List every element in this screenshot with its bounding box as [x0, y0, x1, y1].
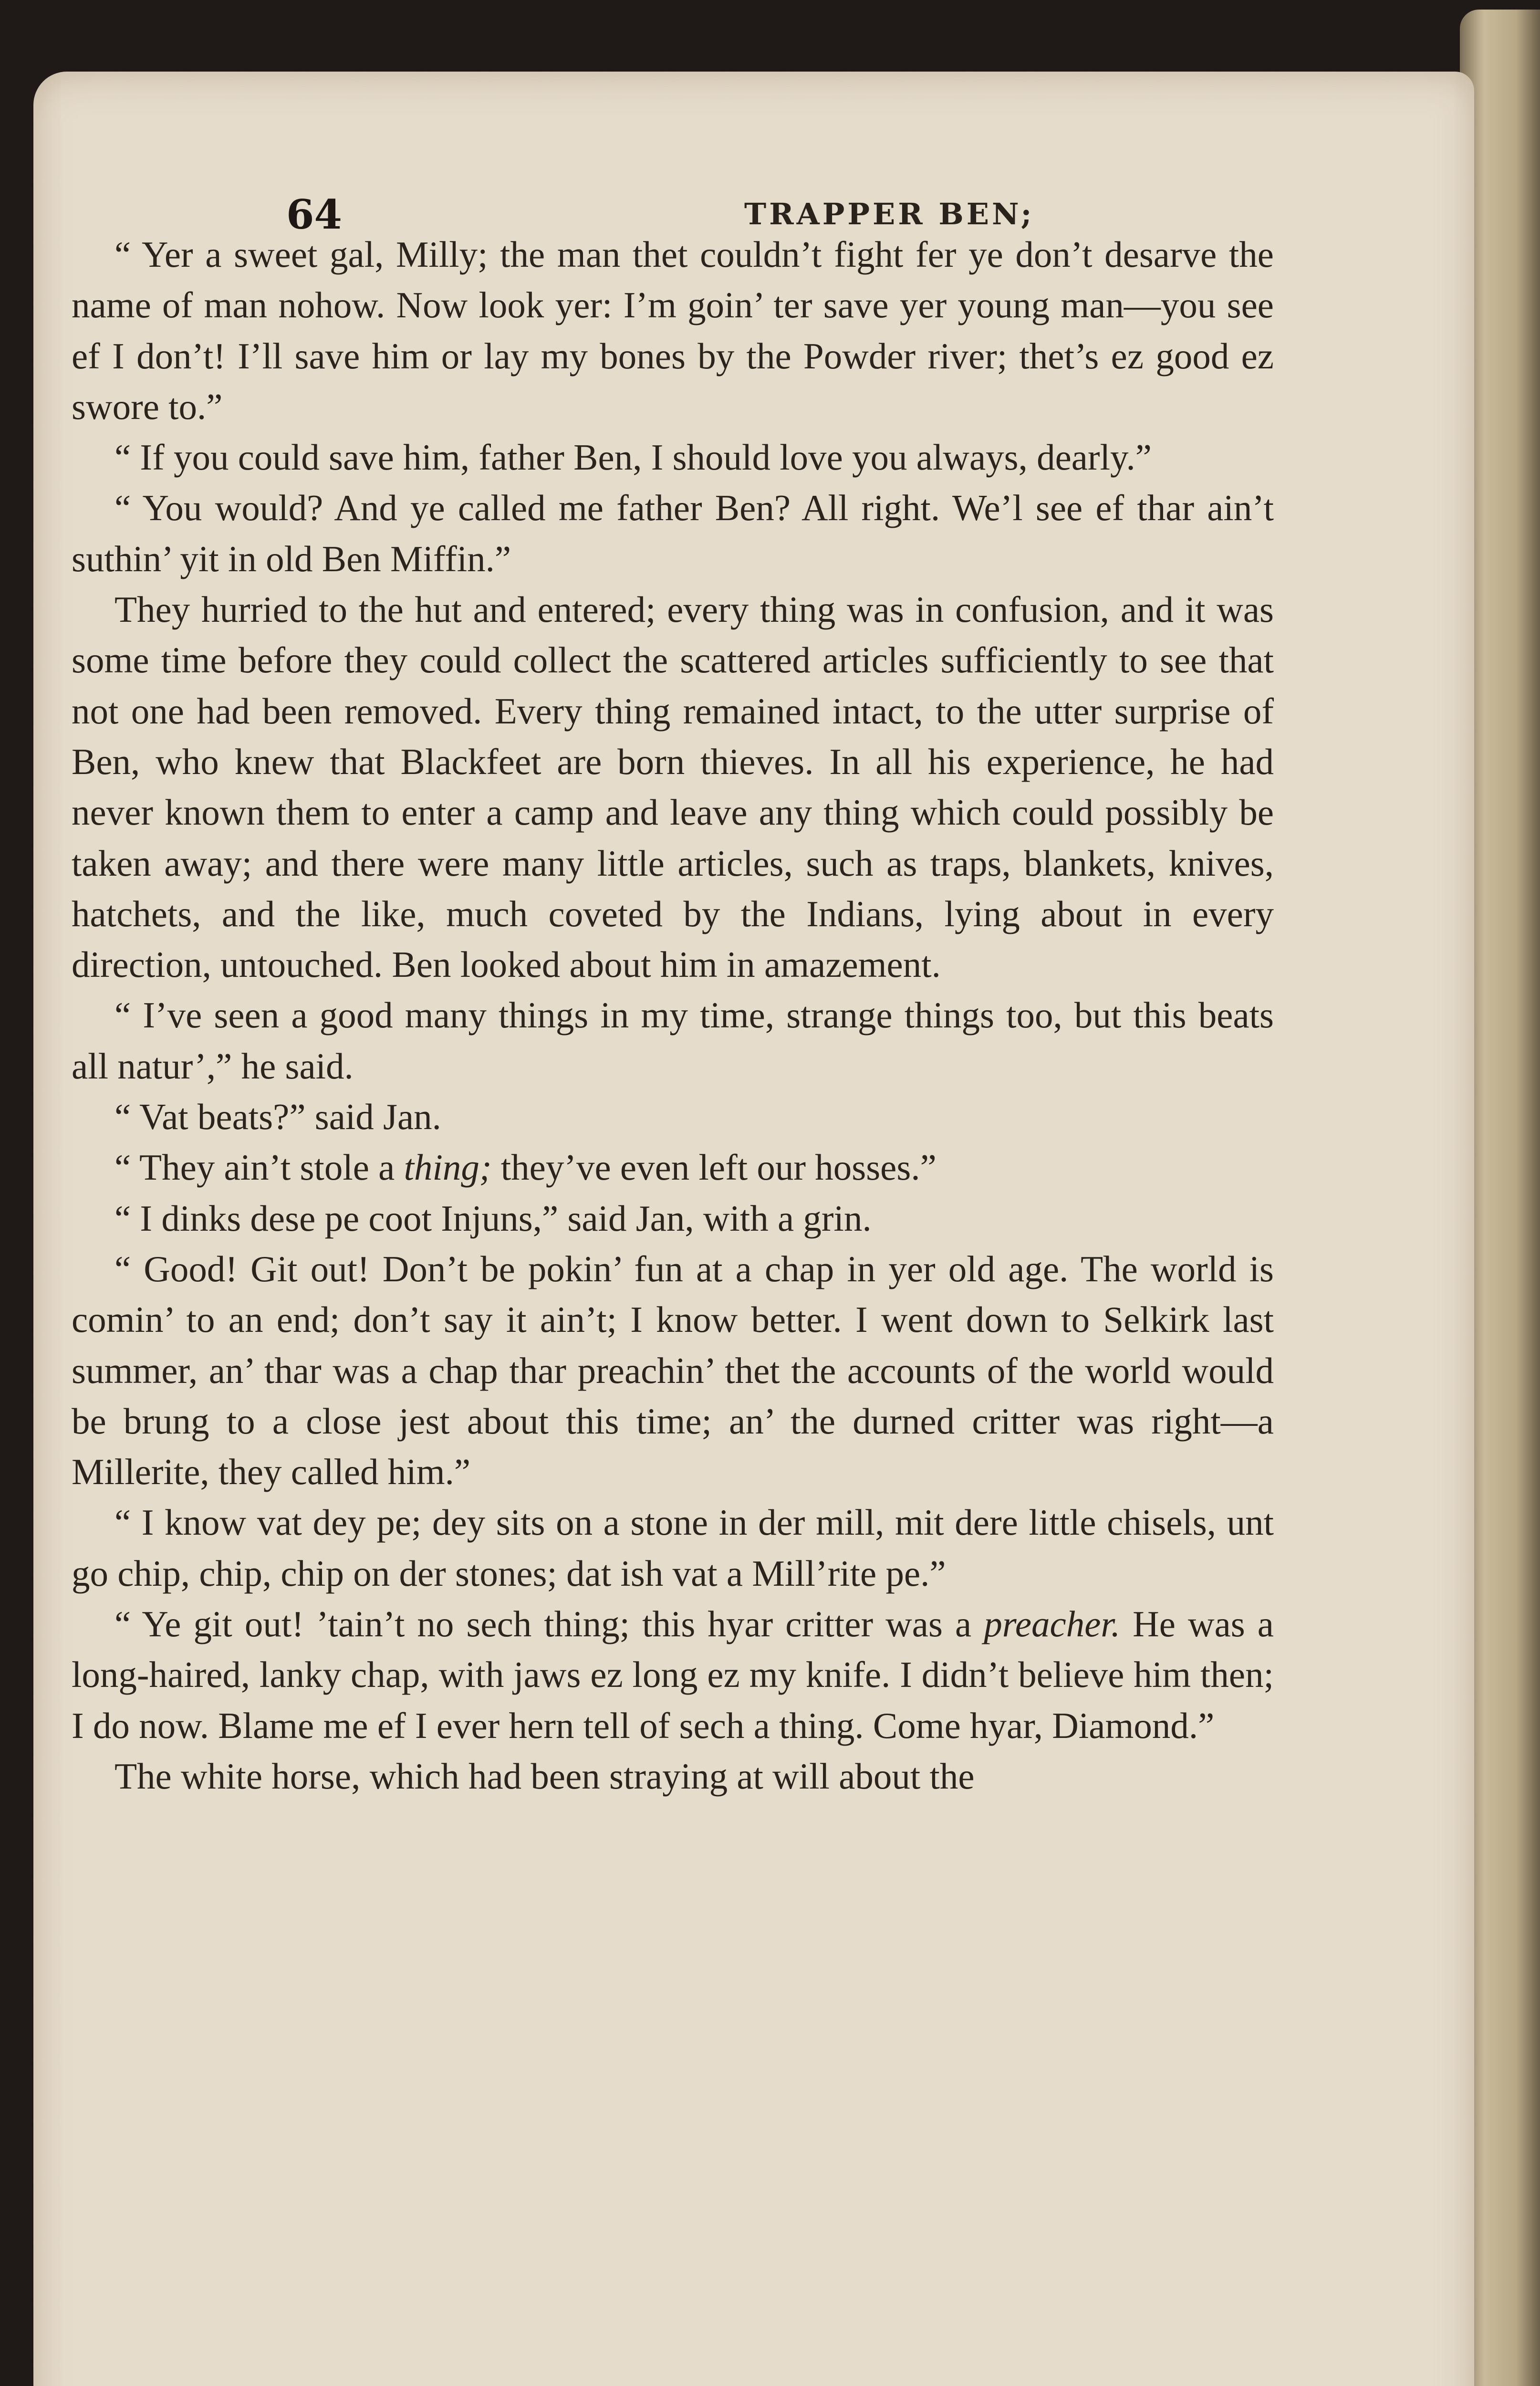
emphasis-text: preacher. [984, 1603, 1121, 1645]
paragraph-text: “ They ain’t stole a [114, 1147, 404, 1188]
body-text [72, 229, 1274, 1801]
paragraph [72, 1193, 1274, 1244]
paragraph [72, 990, 1274, 1091]
paragraph-text: The white horse, which had been straying at will about the [114, 1755, 975, 1797]
paragraph-text: “ Yer a sweet gal, Milly; the man thet couldn’t fight fer ye don’t desarve the name of man nohow. Now look yer: I’m goin’ ter save yer young man—you see ef I don’t! I’ll save him or lay my bones by the Powder river; thet’s ez good ez swore to.” [72, 234, 1274, 427]
book-page [33, 72, 1474, 2386]
paragraph [72, 229, 1274, 432]
paragraph [72, 482, 1274, 584]
paragraph-text: “ I dinks dese pe coot Injuns,” said Jan, with a grin. [114, 1197, 872, 1239]
paragraph [72, 1142, 1274, 1193]
paragraph [72, 1751, 1274, 1801]
paragraph-text: “ Vat beats?” said Jan. [114, 1096, 441, 1138]
paragraph-text: “ Good! Git out! Don’t be pokin’ fun at a chap in yer old age. The world is comin’ to an end; don’t say it ain’t; I know better. I went down to Selkirk last summer, an’ thar was a chap thar preachin’ thet the accounts of the world would be brung to a close jest about this time; an’ the durned critter was right—a Millerite, they called him.” [72, 1248, 1274, 1493]
paragraph-text: “ Ye git out! ’tain’t no sech thing; this hyar critter was a [114, 1603, 984, 1645]
paragraph [72, 1091, 1274, 1142]
paragraph [72, 1599, 1274, 1751]
paragraph-text: He was a long-haired, lanky chap, with jaws ez long ez my knife. I didn’t believe him then; I do now. Blame me ef I ever hern tell of sech a thing. Come hyar, Diamond.” [72, 1603, 1274, 1746]
paragraph-text: They hurried to the hut and entered; every thing was in confusion, and it was some time before they could collect the scattered articles sufficiently to see that not one had been removed. Every thing remained intact, to the utter surprise of Ben, who knew that Blackfeet are born thieves. In all his experience, he had never known them to enter a camp and leave any thing which could possibly be taken away; and there were many little articles, such as traps, blankets, knives, hatchets, and the like, much coveted by the Indians, lying about in every direction, untouched. Ben looked about him in amazement. [72, 589, 1274, 985]
paragraph-text: “ If you could save him, father Ben, I should love you always, dearly.” [114, 437, 1152, 478]
paragraph-text: “ I’ve seen a good many things in my time, strange things too, but this beats all natur’,” he said. [72, 994, 1274, 1087]
paragraph-text: they’ve even left our hosses.” [491, 1147, 936, 1188]
paragraph-text: “ You would? And ye called me father Ben? All right. We’l see ef thar ain’t suthin’ yit in old Ben Miffin.” [72, 487, 1274, 579]
paragraph [72, 1244, 1274, 1497]
paragraph [72, 432, 1274, 482]
page-number: 64 [286, 191, 342, 238]
paragraph [72, 584, 1274, 990]
emphasis-text: thing; [404, 1147, 492, 1188]
paragraph [72, 1497, 1274, 1599]
paragraph-text: “ I know vat dey pe; dey sits on a stone in der mill, mit dere little chisels, unt go chip, chip, chip on der stones; dat ish vat a Mill’rite pe.” [72, 1502, 1274, 1594]
running-title: TRAPPER BEN; [744, 197, 1035, 231]
